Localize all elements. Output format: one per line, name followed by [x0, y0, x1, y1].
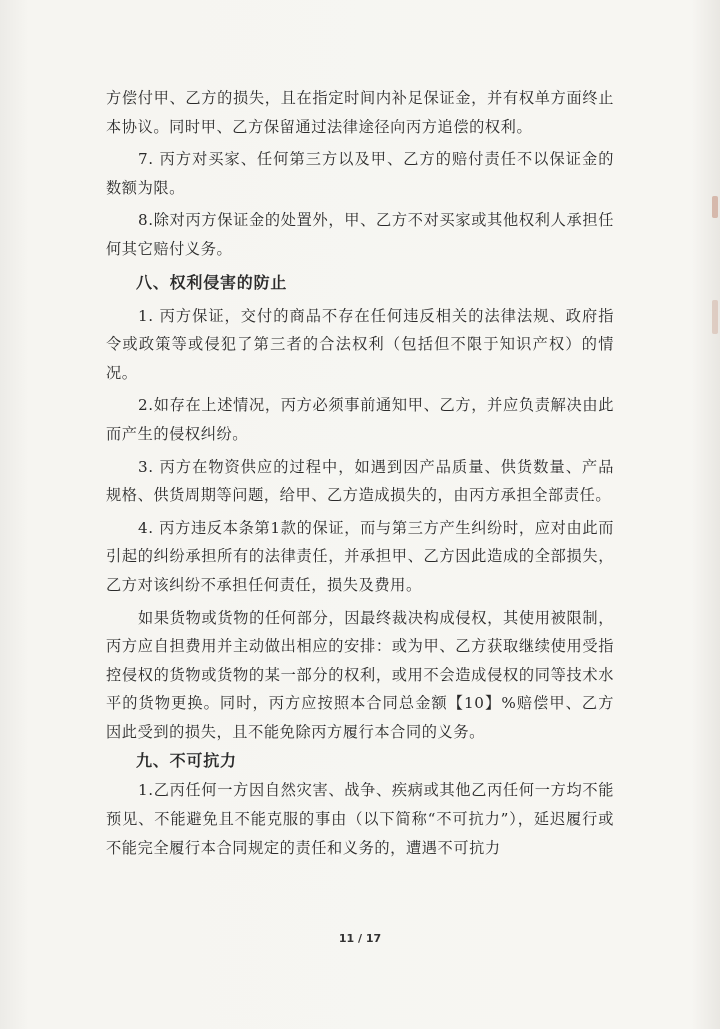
section-heading: 八、权利侵害的防止: [136, 272, 288, 292]
section-heading: 九、不可抗力: [136, 751, 237, 771]
paragraph: 方偿付甲、乙方的损失，且在指定时间内补足保证金，并有权单方面终止本协议。同时甲、乙方保留通过法律途径向丙方追偿的权利。: [106, 89, 614, 136]
document-body: [106, 84, 614, 862]
paragraph: 8.除对丙方保证金的处置外，甲、乙方不对买家或其他权利人承担任何其它赔付义务。: [106, 211, 614, 258]
paragraph: 1.乙丙任何一方因自然灾害、战争、疾病或其他乙丙任何一方均不能预见、不能避免且不能克服的事由（以下简称“不可抗力”），延迟履行或不能完全履行本合同规定的责任和义务的，遭遇不可抗力: [106, 781, 614, 857]
paragraph: 2.如存在上述情况，丙方必须事前通知甲、乙方，并应负责解决由此而产生的侵权纠纷。: [106, 396, 614, 443]
paragraph: 7. 丙方对买家、任何第三方以及甲、乙方的赔付责任不以保证金的数额为限。: [106, 150, 614, 197]
paragraph: 3. 丙方在物资供应的过程中，如遇到因产品质量、供货数量、产品规格、供货周期等问题，给甲、乙方造成损失的，由丙方承担全部责任。: [106, 457, 614, 505]
page-number: 11 / 17: [338, 932, 382, 945]
paper-edge-mark: [712, 300, 718, 334]
paper-edge-mark: [712, 196, 718, 218]
paragraph: 4. 丙方违反本条第1款的保证，而与第三方产生纠纷时，应对由此而引起的纠纷承担所有的法律责任，并承担甲、乙方因此造成的全部损失，乙方对该纠纷不承担任何责任，损失及费用。: [106, 518, 614, 594]
paragraph: 1. 丙方保证，交付的商品不存在任何违反相关的法律法规、政府指令或政策等或侵犯了第三者的合法权利（包括但不限于知识产权）的情况。: [106, 306, 614, 382]
paragraph: 如果货物或货物的任何部分，因最终裁决构成侵权，其使用被限制，丙方应自担费用并主动做出相应的安排：或为甲、乙方获取继续使用受指控侵权的货物或货物的某一部分的权利，或用不会造成侵权的同等技术水平的货物更换。同时，丙方应按照本合同总金额【10】%赔偿甲、乙方因此受到的损失，且不能免除丙方履行本合同的义务。: [106, 608, 614, 741]
